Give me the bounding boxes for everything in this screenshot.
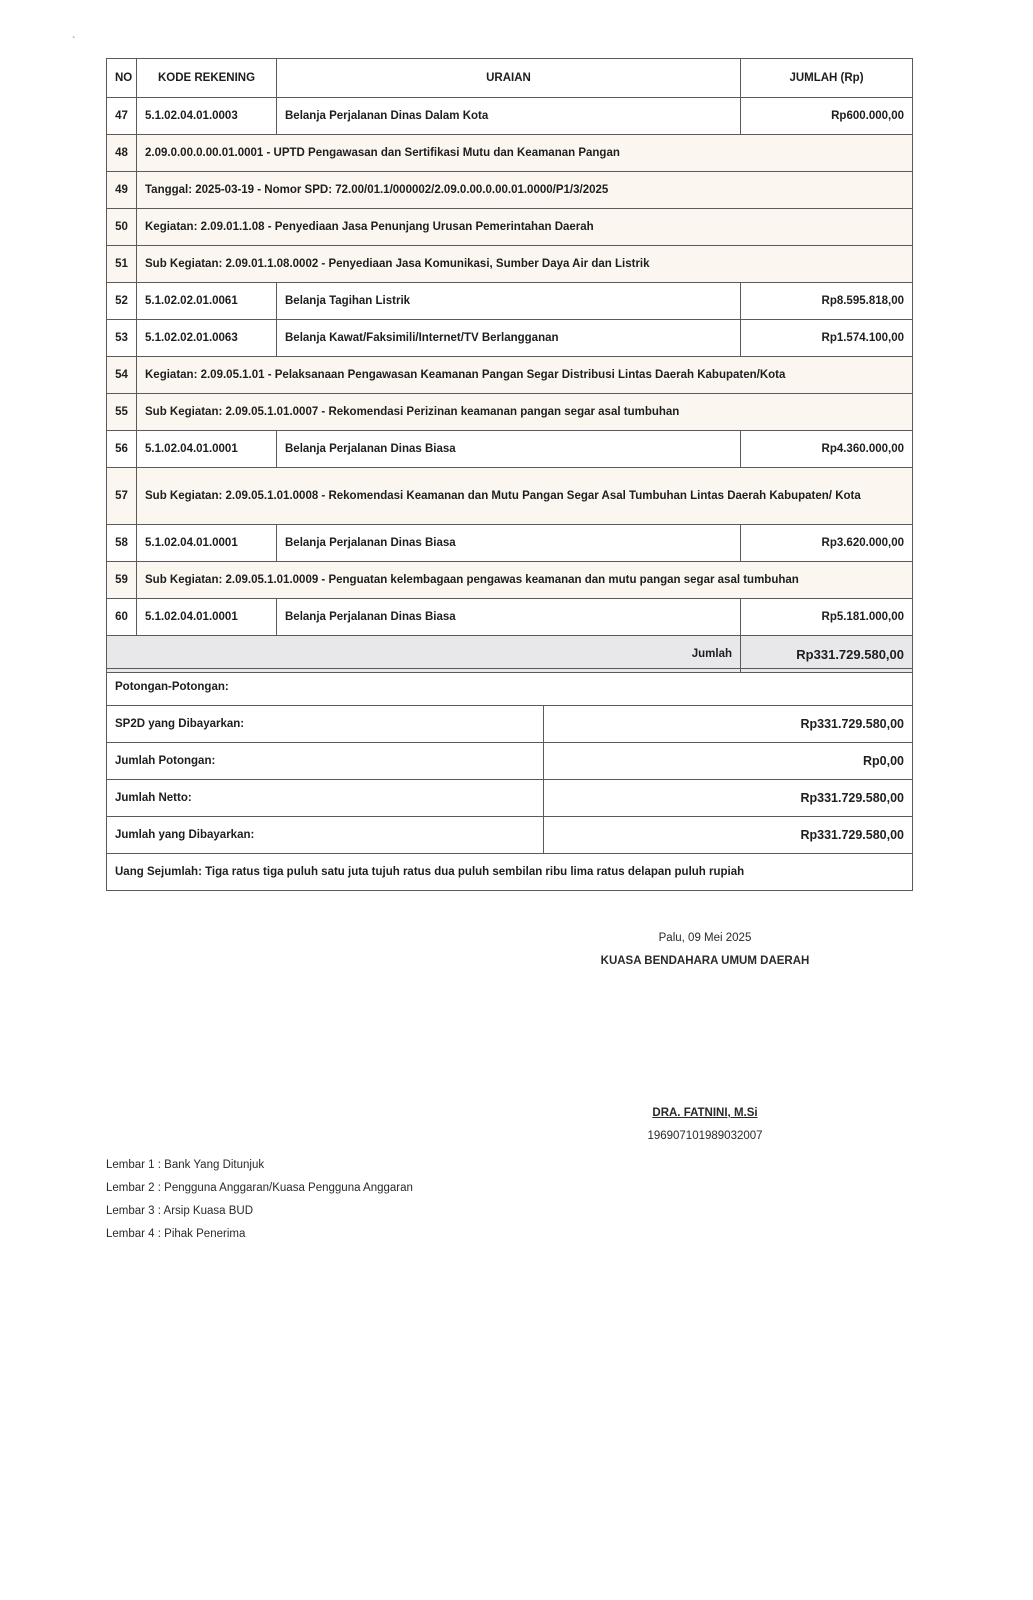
row-group-text: Sub Kegiatan: 2.09.05.1.01.0007 - Rekomendasi Perizinan keamanan pangan segar asal tumbuhan <box>137 394 913 431</box>
row-uraian: Belanja Tagihan Listrik <box>277 283 741 320</box>
table-row <box>107 246 913 283</box>
row-group-text: Kegiatan: 2.09.01.1.08 - Penyediaan Jasa Penunjang Urusan Pemerintahan Daerah <box>137 209 913 246</box>
netto-value: Rp331.729.580,00 <box>544 780 913 817</box>
table-row <box>107 320 913 357</box>
payment-summary-table <box>106 668 913 891</box>
row-no: 53 <box>107 320 137 357</box>
row-jumlah: Rp600.000,00 <box>741 98 913 135</box>
row-group-text: 2.09.0.00.0.00.01.0001 - UPTD Pengawasan dan Sertifikasi Mutu dan Keamanan Pangan <box>137 135 913 172</box>
signature-title: KUASA BENDAHARA UMUM DAERAH <box>600 955 810 967</box>
row-no: 59 <box>107 562 137 599</box>
signature-place-date: Palu, 09 Mei 2025 <box>658 932 752 944</box>
table-row <box>107 525 913 562</box>
table-row <box>107 283 913 320</box>
header-kode-rekening: KODE REKENING <box>137 59 277 98</box>
row-group-text: Sub Kegiatan: 2.09.05.1.01.0009 - Penguatan kelembagaan pengawas keamanan dan mutu pangan segar asal tumbuhan <box>137 562 913 599</box>
row-no: 60 <box>107 599 137 636</box>
row-no: 51 <box>107 246 137 283</box>
table-row <box>107 357 913 394</box>
row-jumlah: Rp8.595.818,00 <box>741 283 913 320</box>
row-no: 54 <box>107 357 137 394</box>
total-row <box>107 636 913 673</box>
summary-row <box>107 817 913 854</box>
total-label: Jumlah <box>107 636 741 673</box>
summary-row <box>107 706 913 743</box>
row-jumlah: Rp1.574.100,00 <box>741 320 913 357</box>
row-kode: 5.1.02.04.01.0001 <box>137 599 277 636</box>
distribution-item: Lembar 1 : Bank Yang Ditunjuk <box>106 1159 265 1171</box>
summary-row <box>107 780 913 817</box>
row-no: 55 <box>107 394 137 431</box>
row-group-text: Kegiatan: 2.09.05.1.01 - Pelaksanaan Pengawasan Keamanan Pangan Segar Distribusi Lintas Daerah Kabupaten/Kota <box>137 357 913 394</box>
row-kode: 5.1.02.02.01.0063 <box>137 320 277 357</box>
row-uraian: Belanja Perjalanan Dinas Biasa <box>277 525 741 562</box>
row-jumlah: Rp3.620.000,00 <box>741 525 913 562</box>
row-kode: 5.1.02.02.01.0061 <box>137 283 277 320</box>
distribution-item: Lembar 4 : Pihak Penerima <box>106 1228 246 1240</box>
table-row <box>107 98 913 135</box>
row-kode: 5.1.02.04.01.0001 <box>137 431 277 468</box>
row-jumlah: Rp5.181.000,00 <box>741 599 913 636</box>
table-row <box>107 599 913 636</box>
summary-row <box>107 669 913 706</box>
row-uraian: Belanja Perjalanan Dinas Biasa <box>277 599 741 636</box>
row-uraian: Belanja Perjalanan Dinas Dalam Kota <box>277 98 741 135</box>
jumlah-potongan-label: Jumlah Potongan: <box>107 743 544 780</box>
header-jumlah: JUMLAH (Rp) <box>741 59 913 98</box>
distribution-item: Lembar 3 : Arsip Kuasa BUD <box>106 1205 254 1217</box>
row-uraian: Belanja Perjalanan Dinas Biasa <box>277 431 741 468</box>
row-no: 47 <box>107 98 137 135</box>
distribution-item: Lembar 2 : Pengguna Anggaran/Kuasa Pengguna Anggaran <box>106 1182 413 1194</box>
row-no: 57 <box>107 468 137 525</box>
scan-mark: ` <box>72 36 76 47</box>
table-row <box>107 394 913 431</box>
table-row <box>107 468 913 525</box>
table-row <box>107 562 913 599</box>
table-row <box>107 172 913 209</box>
expenditure-table <box>106 58 913 673</box>
row-group-text: Sub Kegiatan: 2.09.01.1.08.0002 - Penyediaan Jasa Komunikasi, Sumber Daya Air dan Listrik <box>137 246 913 283</box>
dibayarkan-label: Jumlah yang Dibayarkan: <box>107 817 544 854</box>
signatory-nip: 196907101989032007 <box>647 1130 763 1142</box>
signatory-name: DRA. FATNINI, M.Si <box>652 1107 758 1119</box>
table-row <box>107 431 913 468</box>
dibayarkan-value: Rp331.729.580,00 <box>544 817 913 854</box>
netto-label: Jumlah Netto: <box>107 780 544 817</box>
row-no: 48 <box>107 135 137 172</box>
header-no: NO <box>107 59 137 98</box>
row-kode: 5.1.02.04.01.0003 <box>137 98 277 135</box>
summary-row <box>107 743 913 780</box>
row-group-text: Sub Kegiatan: 2.09.05.1.01.0008 - Rekomendasi Keamanan dan Mutu Pangan Segar Asal Tumbuhan Lintas Daerah Kabupaten/ Kota <box>137 468 913 525</box>
row-no: 50 <box>107 209 137 246</box>
sp2d-label: SP2D yang Dibayarkan: <box>107 706 544 743</box>
row-uraian: Belanja Kawat/Faksimili/Internet/TV Berlangganan <box>277 320 741 357</box>
header-uraian: URAIAN <box>277 59 741 98</box>
total-value: Rp331.729.580,00 <box>741 636 913 673</box>
sp2d-value: Rp331.729.580,00 <box>544 706 913 743</box>
jumlah-potongan-value: Rp0,00 <box>544 743 913 780</box>
table-header-row <box>107 59 913 98</box>
amount-in-words: Uang Sejumlah: Tiga ratus tiga puluh satu juta tujuh ratus dua puluh sembilan ribu lima ratus delapan puluh rupiah <box>107 854 913 891</box>
row-group-text: Tanggal: 2025-03-19 - Nomor SPD: 72.00/01.1/000002/2.09.0.00.0.00.01.0000/P1/3/2025 <box>137 172 913 209</box>
row-kode: 5.1.02.04.01.0001 <box>137 525 277 562</box>
distribution-list <box>106 1154 413 1246</box>
summary-row <box>107 854 913 891</box>
row-jumlah: Rp4.360.000,00 <box>741 431 913 468</box>
table-row <box>107 135 913 172</box>
table-row <box>107 209 913 246</box>
row-no: 52 <box>107 283 137 320</box>
row-no: 58 <box>107 525 137 562</box>
row-no: 56 <box>107 431 137 468</box>
potongan-label: Potongan-Potongan: <box>107 669 913 706</box>
row-no: 49 <box>107 172 137 209</box>
